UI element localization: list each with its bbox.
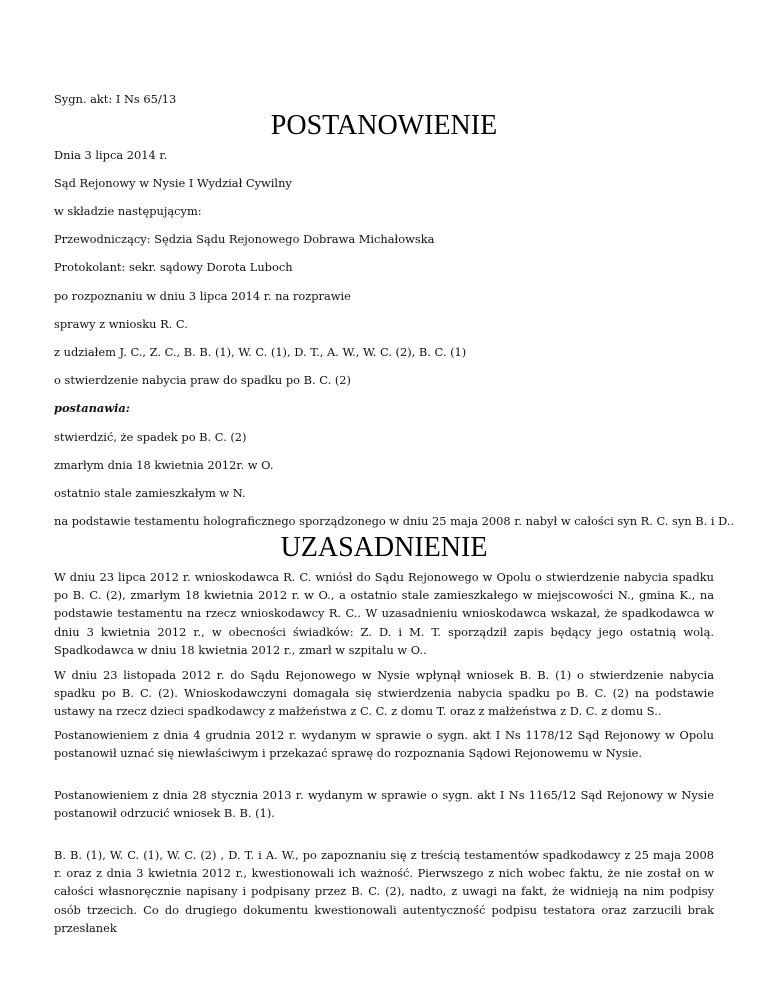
decision-heading: postanawia: — [54, 401, 130, 415]
justification-paragraph: Postanowieniem z dnia 4 grudnia 2012 r. wydanym w sprawie o sygn. akt I Ns 1178/12 Sąd Rejonowy w Opolu postanowił uznać się niewłaściwym i przekazać sprawę do rozpoznania Sądowi Rejonowemu w Nysie. — [54, 728, 714, 761]
decision-line: ostatnio stale zamieszkałym w N. — [54, 486, 246, 500]
decision-line: zmarłym dnia 18 kwietnia 2012r. w O. — [54, 458, 274, 472]
header-recorder: Protokolant: sekr. sądowy Dorota Luboch — [54, 260, 293, 274]
case-number: Sygn. akt: I Ns 65/13 — [54, 92, 177, 106]
justification-paragraph: W dniu 23 listopada 2012 r. do Sądu Rejonowego w Nysie wpłynął wniosek B. B. (1) o stwierdzenie nabycia spadku po B. C. (2). Wnioskodawczyni domagała się stwierdzenia nabycia spadku po B. C. (2) na podstawie ustawy na rzecz dzieci spadkodawcy z małżeństwa z C. C. z domu T. oraz z małżeństwa z D. C. z domu S.. — [54, 668, 714, 719]
header-court: Sąd Rejonowy w Nysie I Wydział Cywilny — [54, 176, 292, 190]
header-hearing: po rozpoznaniu w dniu 3 lipca 2014 r. na rozprawie — [54, 289, 351, 303]
header-case-applicant: sprawy z wniosku R. C. — [54, 317, 188, 331]
decision-line: na podstawie testamentu holograficznego sporządzonego w dniu 25 maja 2008 r. nabył w całości syn R. C. syn B. i D.. — [54, 514, 735, 528]
decision-line: stwierdzić, że spadek po B. C. (2) — [54, 430, 247, 444]
header-subject: o stwierdzenie nabycia praw do spadku po B. C. (2) — [54, 373, 351, 387]
header-date: Dnia 3 lipca 2014 r. — [54, 148, 168, 162]
justification-title: UZASADNIENIE — [280, 532, 488, 563]
justification-paragraph: W dniu 23 lipca 2012 r. wnioskodawca R. C. wniósł do Sądu Rejonowego w Opolu o stwierdzenie nabycia spadku po B. C. (2), zmarłym 18 kwietnia 2012 r. w O., a ostatnio stale zamieszkałego w miejscowości N., gmina K., na podstawie testamentu na rzecz wnioskodawcy R. C.. W uzasadnieniu wnioskodawca wskazał, że spadkodawca w dniu 3 kwietnia 2012 r., w obecności świadków: Z. D. i M. T. sporządził zapis będący jego ostatnią wolą. Spadkodawca w dniu 18 kwietnia 2012 r., zmarł w szpitalu w O.. — [54, 570, 714, 657]
header-composition: w składzie następującym: — [54, 204, 202, 218]
header-presiding-judge: Przewodniczący: Sędzia Sądu Rejonowego Dobrawa Michałowska — [54, 232, 435, 246]
header-participants: z udziałem J. C., Z. C., B. B. (1), W. C. (1), D. T., A. W., W. C. (2), B. C. (1) — [54, 345, 467, 359]
justification-paragraph: B. B. (1), W. C. (1), W. C. (2) , D. T. i A. W., po zapoznaniu się z treścią testamentów spadkodawcy z 25 maja 2008 r. oraz z dnia 3 kwietnia 2012 r., kwestionowali ich ważność. Pierwszego z nich wobec faktu, że nie został on w całości własnoręcznie napisany i podpisany przez B. C. (2), nadto, z uwagi na fakt, że widnieją na nim podpisy osób trzecich. Co do drugiego dokumentu kwestionowali autentyczność podpisu testatora oraz zarzucili brak przesłanek — [54, 848, 714, 935]
document-title: POSTANOWIENIE — [270, 110, 498, 141]
justification-paragraph: Postanowieniem z dnia 28 stycznia 2013 r. wydanym w sprawie o sygn. akt I Ns 1165/12 Sąd Rejonowy w Nysie postanowił odrzucić wniosek B. B. (1). — [54, 788, 714, 821]
